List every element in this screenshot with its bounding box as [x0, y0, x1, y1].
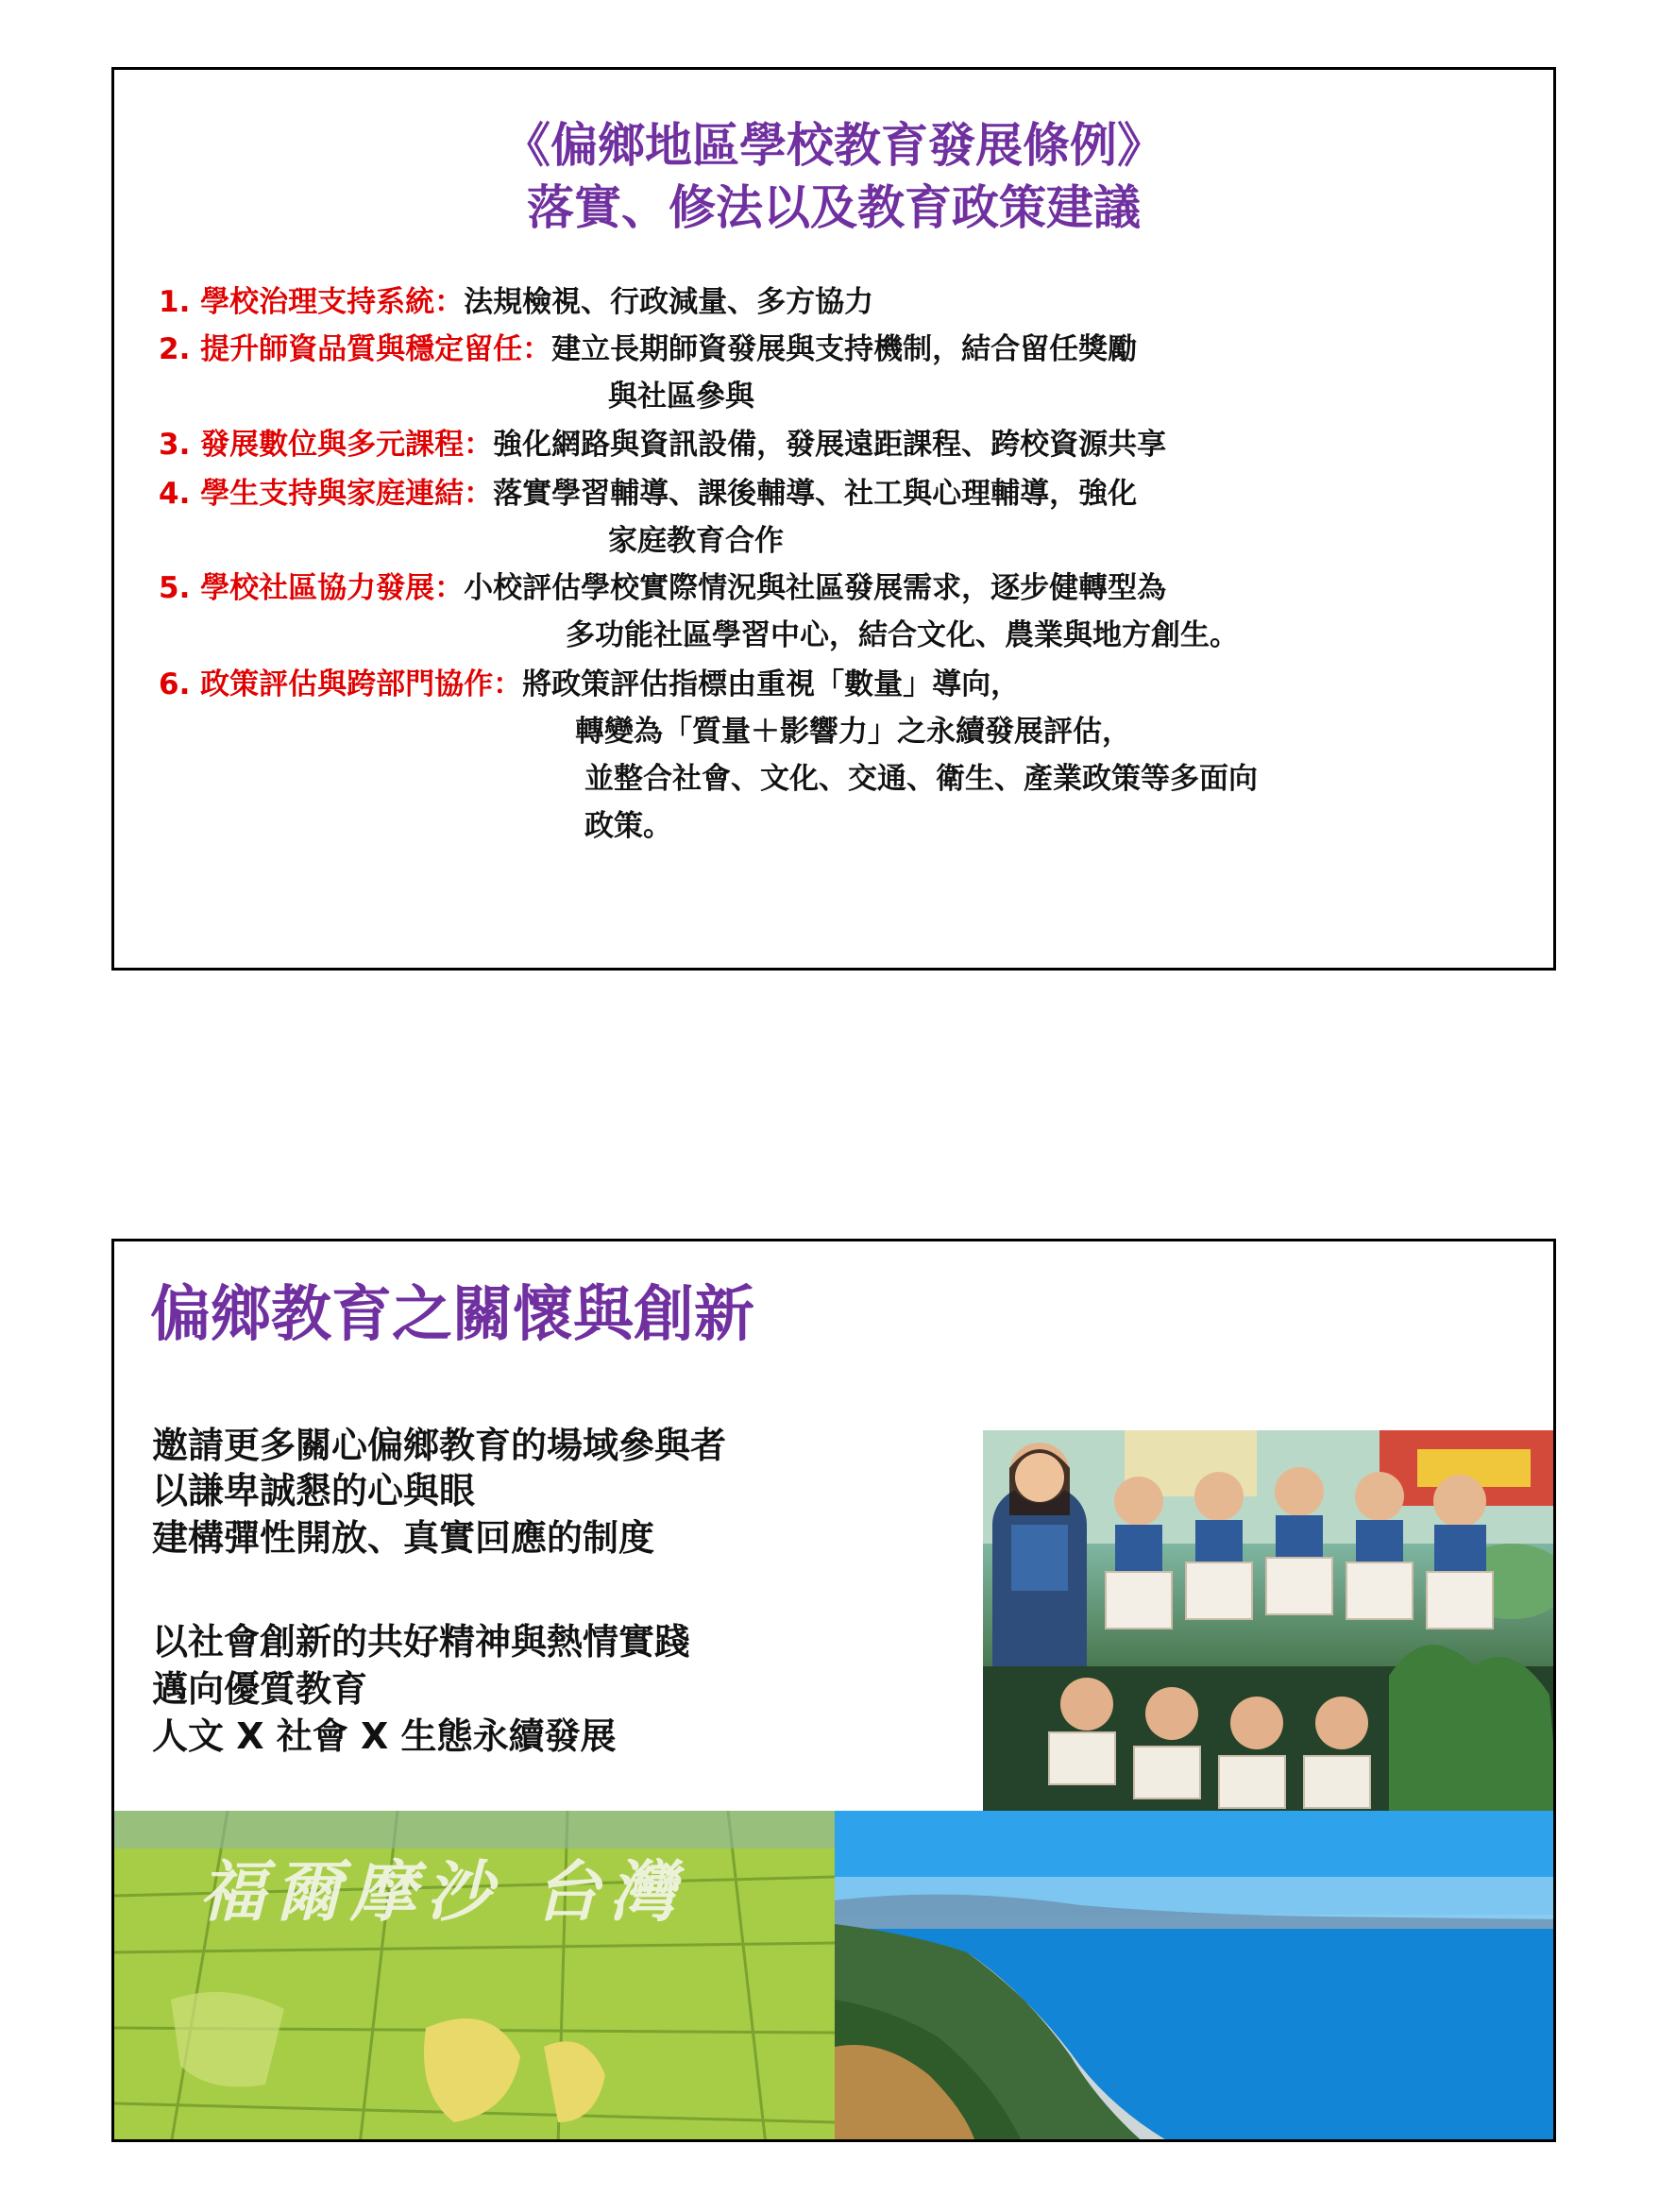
slide2-text-line: 邀請更多關心偏鄉教育的場域參與者	[152, 1425, 727, 1466]
policy-item-1	[159, 279, 873, 326]
slide2-text-line: 以謙卑誠懇的心與眼	[152, 1470, 476, 1511]
policy-item-4	[159, 470, 1137, 517]
policy-item-text: 建立長期師資發展與支持機制，結合留任獎勵	[551, 332, 1138, 366]
policy-item-continuation: 與社區參與	[608, 380, 754, 414]
slide2-text-line: 建構彈性開放、真實回應的制度	[152, 1517, 655, 1559]
care-innovation-slide	[111, 1239, 1556, 2142]
policy-item-continuation: 家庭教育合作	[608, 524, 784, 558]
policy-item-2	[159, 326, 1137, 373]
children-classroom-photo	[983, 1430, 1556, 1811]
policy-slide	[111, 67, 1556, 971]
policy-item-6	[159, 661, 1020, 708]
slide1-title-line2: 落實、修法以及教育政策建議	[527, 180, 1141, 235]
policy-item-continuation: 轉變為「質量＋影響力」之永續發展評估，	[575, 715, 1131, 749]
policy-item-text: 將政策評估指標由重視「數量」導向，	[522, 667, 1021, 701]
policy-item-label: 3. 發展數位與多元課程：	[159, 428, 494, 462]
policy-item-label: 2. 提升師資品質與穩定留任：	[159, 332, 552, 366]
slide2-text-line: 以社會創新的共好精神與熱情實踐	[152, 1621, 691, 1663]
policy-item-text: 法規檢視、行政減量、多方協力	[464, 285, 874, 319]
policy-item-text: 落實學習輔導、課後輔導、社工與心理輔導，強化	[493, 477, 1138, 511]
policy-item-label: 4. 學生支持與家庭連結：	[159, 477, 494, 511]
policy-item-5	[159, 565, 1166, 612]
policy-item-continuation: 政策。	[584, 809, 672, 843]
slide2-text-line: 邁向優質教育	[152, 1668, 368, 1710]
policy-item-3	[159, 421, 1166, 468]
policy-item-label: 6. 政策評估與跨部門協作：	[159, 667, 523, 701]
policy-item-continuation: 並整合社會、文化、交通、衛生、產業政策等多面向	[584, 762, 1258, 796]
policy-item-label: 5. 學校社區協力發展：	[159, 571, 465, 605]
policy-item-label: 1. 學校治理支持系統：	[159, 285, 465, 319]
coastline-photo	[835, 1811, 1556, 2142]
rice-field-photo	[114, 1811, 835, 2142]
policy-item-text: 小校評估學校實際情況與社區發展需求，逐步健轉型為	[464, 571, 1167, 605]
slide2-text-line: 人文 X 社會 X 生態永續發展	[152, 1715, 617, 1757]
policy-item-text: 強化網路與資訊設備，發展遠距課程、跨校資源共享	[493, 428, 1167, 462]
policy-item-continuation: 多功能社區學習中心，結合文化、農業與地方創生。	[566, 618, 1239, 652]
slide2-title: 偏鄉教育之關懷與創新	[150, 1280, 754, 1350]
field-calligraphy: 福爾摩沙 台灣	[199, 1852, 686, 1931]
slide1-title-line1: 《偏鄉地區學校教育發展條例》	[503, 118, 1164, 173]
